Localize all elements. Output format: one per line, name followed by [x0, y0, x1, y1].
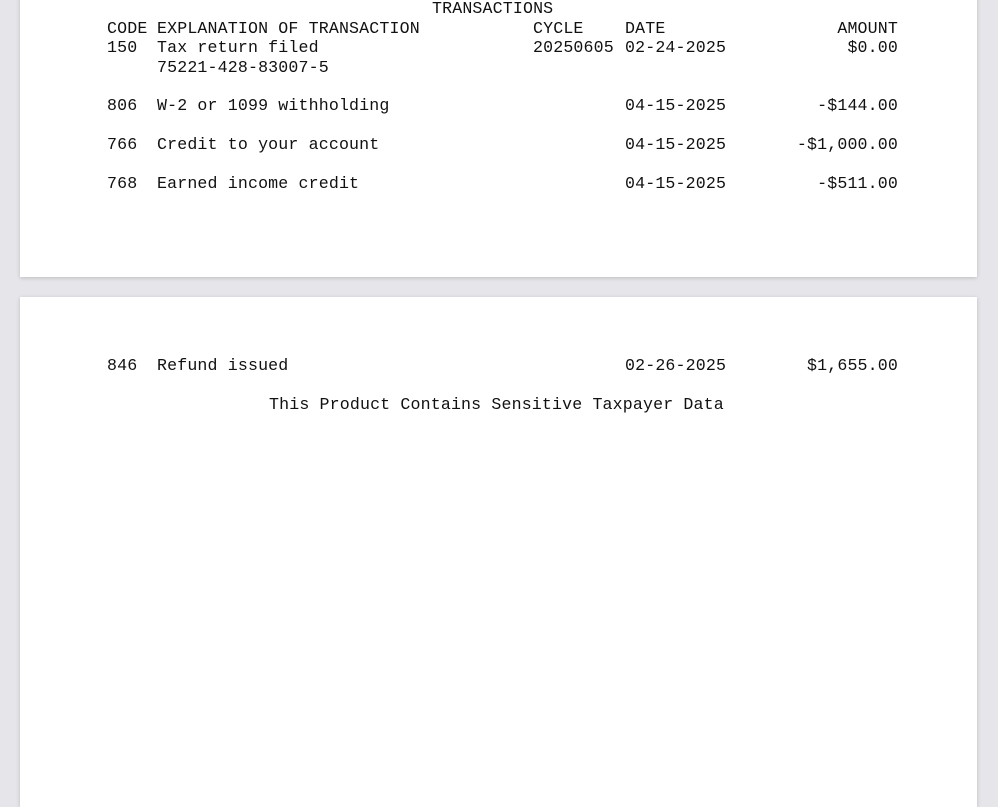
header-cycle: CYCLE [533, 19, 584, 38]
row-date: 02-24-2025 [625, 38, 727, 57]
row-date: 02-26-2025 [625, 356, 727, 375]
row-explanation: Earned income credit [157, 174, 360, 193]
row-amount: -$144.00 [817, 96, 898, 115]
row-explanation: W-2 or 1099 withholding [157, 96, 390, 115]
row-code: 768 [107, 174, 138, 193]
row-date: 04-15-2025 [625, 174, 727, 193]
header-amount: AMOUNT [837, 19, 898, 38]
row-code: 846 [107, 356, 138, 375]
header-date: DATE [625, 19, 666, 38]
row-cycle: 20250605 [533, 38, 614, 57]
row-amount: -$1,000.00 [796, 135, 898, 154]
header-explanation: EXPLANATION OF TRANSACTION [157, 19, 420, 38]
row-amount: $0.00 [847, 38, 898, 57]
document-page-2 [20, 297, 977, 807]
row-explanation: Refund issued [157, 356, 289, 375]
document-page-1 [20, 0, 977, 277]
row-explanation: Credit to your account [157, 135, 380, 154]
section-title: TRANSACTIONS [432, 0, 554, 18]
row-date: 04-15-2025 [625, 135, 727, 154]
row-code: 150 [107, 38, 138, 57]
sensitive-data-notice: This Product Contains Sensitive Taxpayer Data [269, 395, 724, 414]
row-code: 806 [107, 96, 138, 115]
row-code: 766 [107, 135, 138, 154]
header-code: CODE [107, 19, 148, 38]
row-explanation: Tax return filed [157, 38, 319, 57]
row-date: 04-15-2025 [625, 96, 727, 115]
row-explanation-detail: 75221-428-83007-5 [157, 58, 329, 77]
row-amount: -$511.00 [817, 174, 898, 193]
row-amount: $1,655.00 [807, 356, 898, 375]
